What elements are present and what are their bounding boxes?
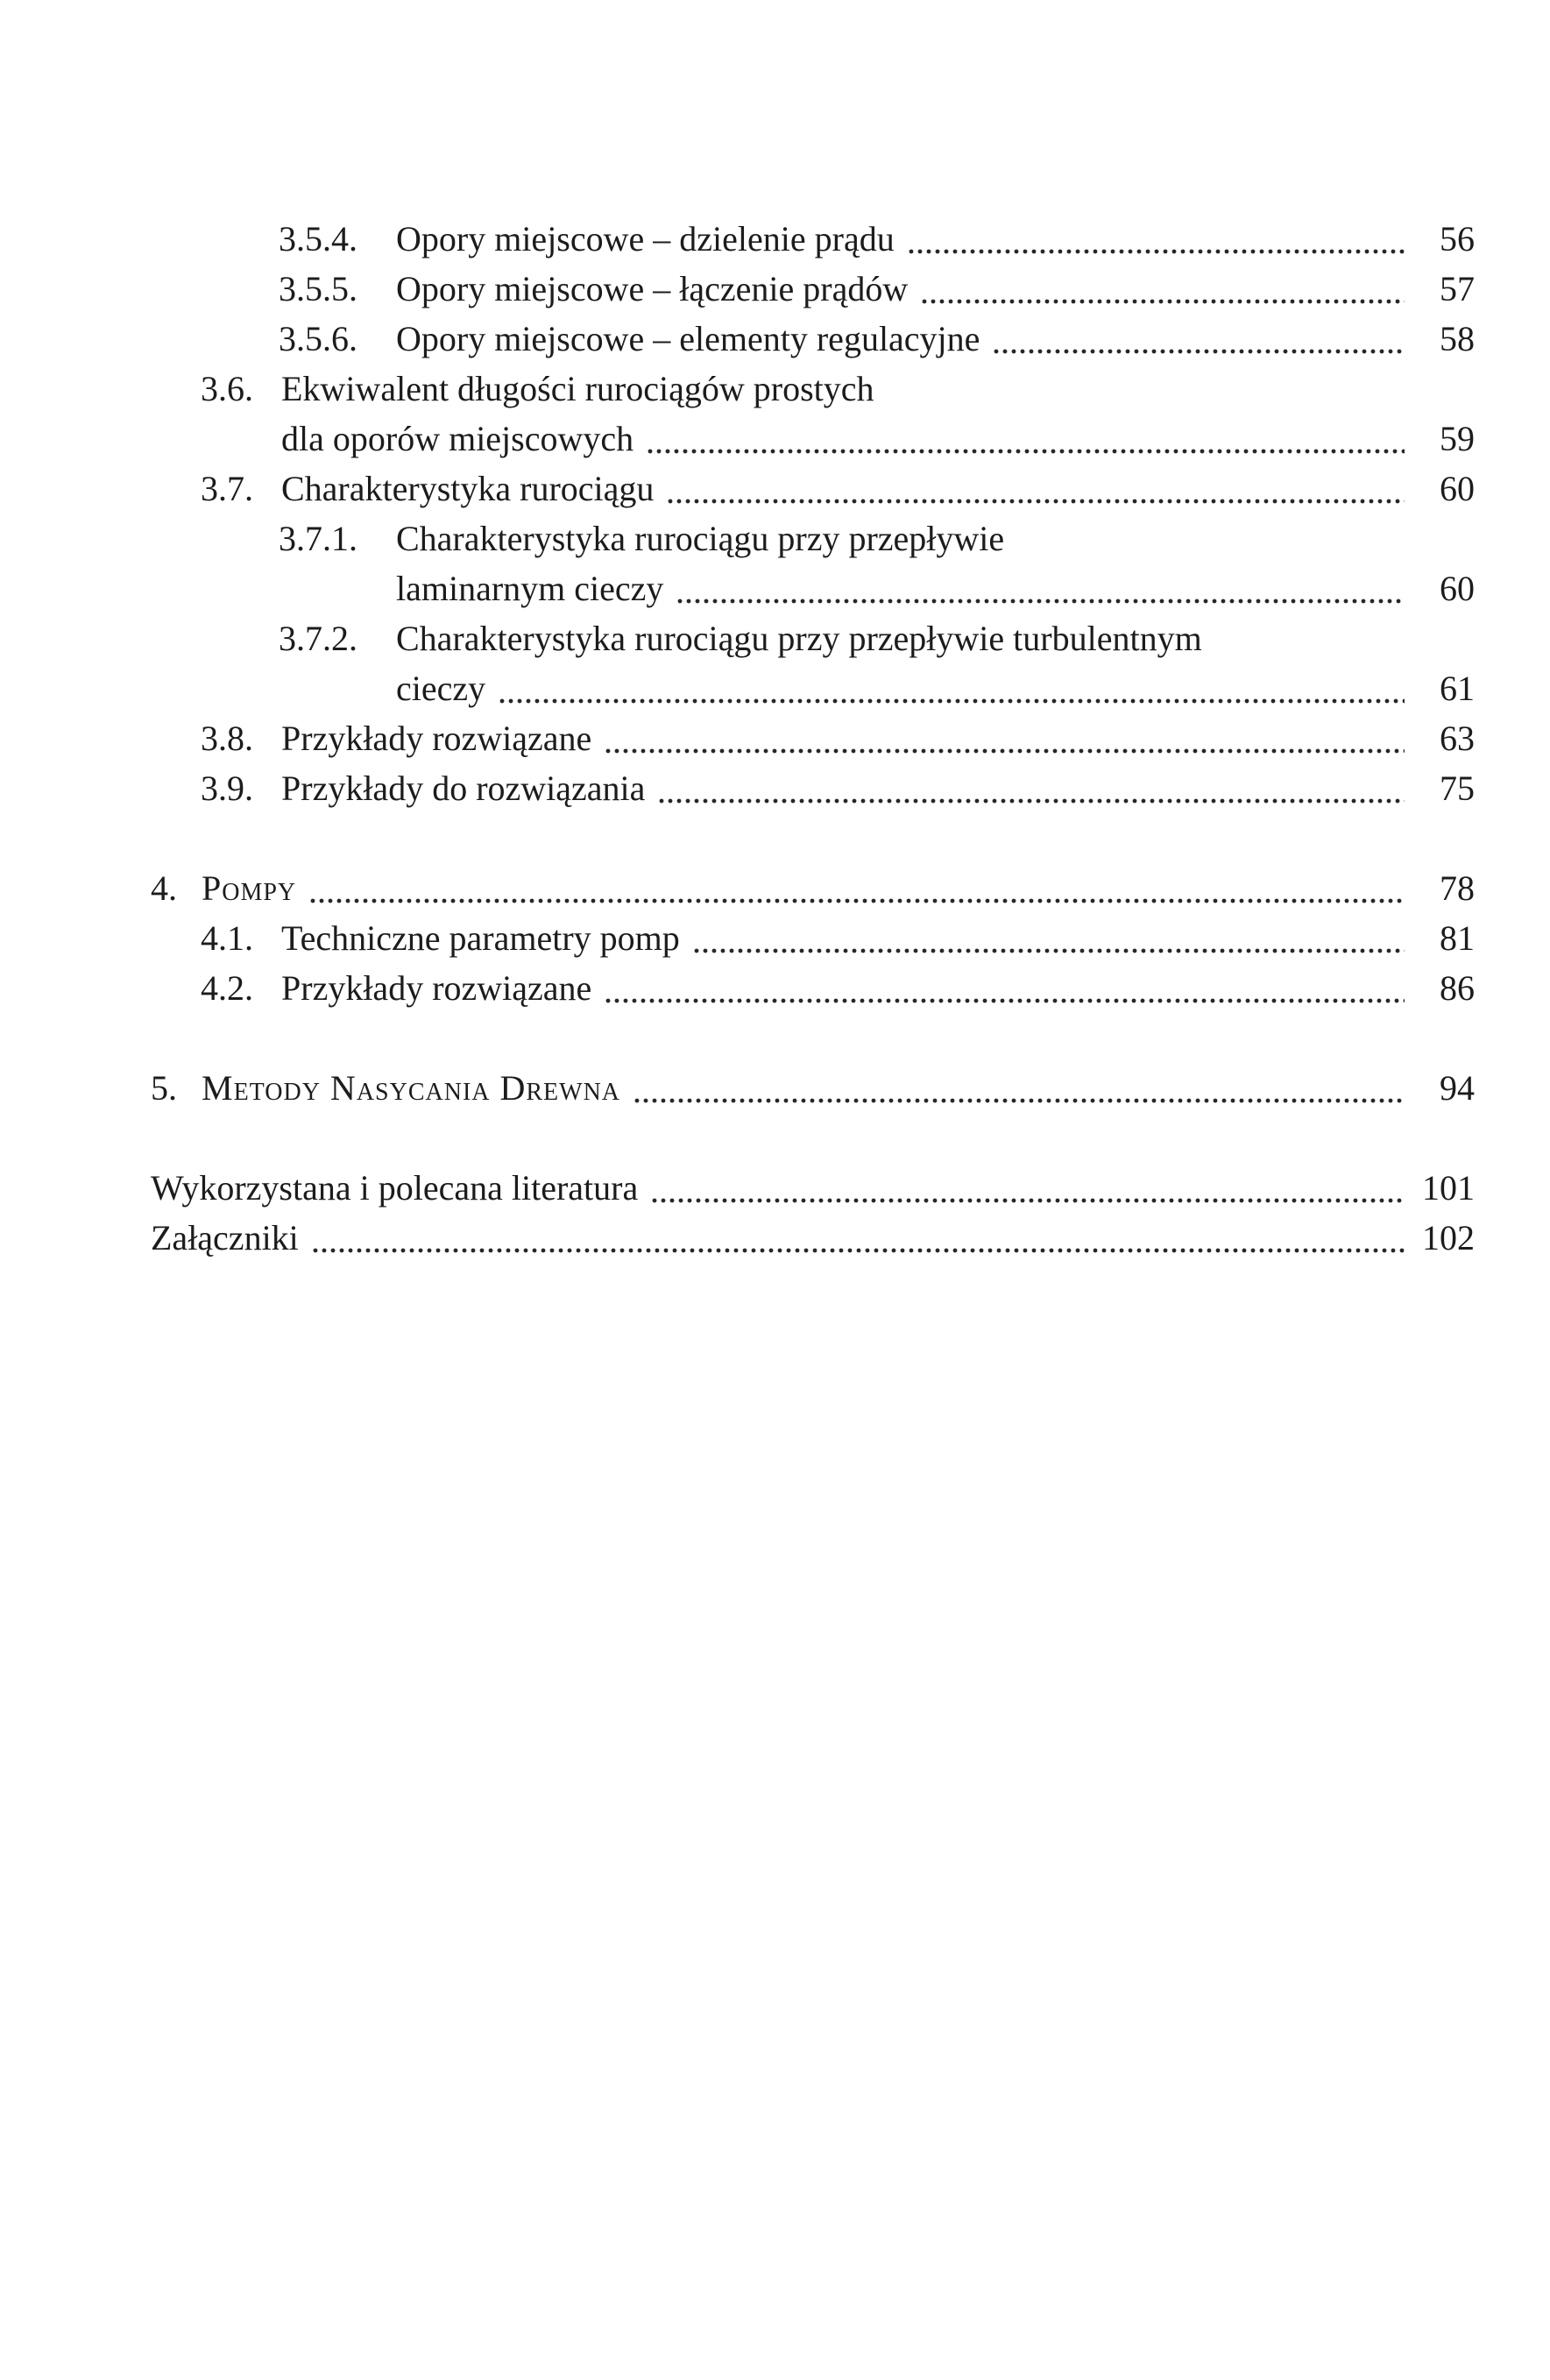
toc-entry-number: 3.5.6. (279, 319, 357, 358)
toc-entry-title: Techniczne parametry pomp (281, 918, 680, 958)
toc-entry-title: cieczy (396, 669, 486, 708)
dot-leader (692, 913, 1405, 963)
toc-row (201, 713, 1475, 763)
toc-row (201, 913, 1475, 963)
toc-entry-title: Wykorzystana i polecana literatura (151, 1168, 639, 1208)
dot-leader (920, 264, 1405, 314)
toc-entry-title: Charakterystyka rurociągu przy przepływie (396, 519, 1005, 558)
toc-entry-page: 56 (1440, 219, 1475, 259)
dot-leader (633, 1063, 1405, 1113)
toc (151, 214, 1475, 1263)
toc-entry-title: Przykłady rozwiązane (281, 719, 592, 758)
toc-entry-page: 86 (1440, 968, 1475, 1008)
toc-entry-page: 63 (1440, 719, 1475, 758)
toc-entry-number: 3.8. (201, 719, 253, 758)
dot-leader (907, 214, 1405, 264)
dot-leader (992, 314, 1405, 364)
dot-leader (657, 763, 1405, 813)
toc-entry-number: 4.1. (201, 918, 253, 958)
toc-entry-number: 3.9. (201, 769, 253, 808)
toc-entry-page: 101 (1422, 1168, 1475, 1208)
toc-entry-number: 3.5.5. (279, 269, 357, 308)
toc-entry-page: 94 (1440, 1068, 1475, 1108)
dot-leader (604, 713, 1405, 763)
toc-entry-number: 3.5.4. (279, 219, 357, 259)
dot-leader (676, 563, 1405, 613)
toc-row (201, 963, 1475, 1013)
toc-entry-title: Ekwiwalent długości rurociągów prostych (281, 369, 874, 408)
toc-row (279, 214, 1475, 264)
toc-row (151, 1163, 1475, 1213)
toc-entry-number: 4.2. (201, 968, 253, 1008)
toc-entry-number: 3.7.2. (279, 619, 357, 658)
toc-row (201, 464, 1475, 514)
toc-entry-number: 4. (151, 868, 177, 908)
dot-leader (650, 1163, 1405, 1213)
toc-row (201, 763, 1475, 813)
toc-row (279, 663, 1475, 713)
toc-entry-title: Charakterystyka rurociągu (281, 469, 655, 508)
dot-leader (308, 863, 1405, 913)
toc-chapter-row (151, 863, 1475, 913)
toc-row (151, 1213, 1475, 1263)
dot-leader (646, 414, 1405, 464)
dot-leader (498, 663, 1405, 713)
toc-entry-title: Przykłady do rozwiązania (281, 769, 646, 808)
toc-entry-page: 81 (1440, 918, 1475, 958)
toc-row (201, 364, 1475, 414)
toc-row (279, 514, 1475, 563)
toc-row (279, 563, 1475, 613)
toc-entry-title: Charakterystyka rurociągu przy przepływie turbulentnym (396, 619, 1202, 658)
toc-entry-title: Opory miejscowe – dzielenie prądu (396, 219, 895, 259)
toc-entry-number: 3.7. (201, 469, 253, 508)
dot-leader (666, 464, 1405, 514)
toc-entry-page: 78 (1440, 868, 1475, 908)
toc-entry-title: laminarnym cieczy (396, 569, 664, 608)
toc-entry-page: 102 (1422, 1218, 1475, 1257)
dot-leader (604, 963, 1405, 1013)
toc-row (279, 613, 1475, 663)
toc-entry-number: 3.7.1. (279, 519, 357, 558)
toc-entry-title: Metody Nasycania Drewna (202, 1068, 621, 1108)
dot-leader (311, 1213, 1405, 1263)
toc-row (279, 314, 1475, 364)
toc-entry-number: 3.6. (201, 369, 253, 408)
toc-chapter-row (151, 1063, 1475, 1113)
toc-entry-title: Opory miejscowe – elementy regulacyjne (396, 319, 980, 358)
toc-entry-title: Opory miejscowe – łączenie prądów (396, 269, 909, 308)
toc-row (201, 414, 1475, 464)
toc-entry-page: 61 (1440, 669, 1475, 708)
toc-entry-title: Pompy (202, 868, 297, 908)
toc-entry-number: 5. (151, 1068, 177, 1108)
toc-entry-page: 60 (1440, 469, 1475, 508)
toc-entry-title: dla oporów miejscowych (281, 419, 634, 458)
toc-entry-page: 59 (1440, 419, 1475, 458)
toc-entry-title: Przykłady rozwiązane (281, 968, 592, 1008)
toc-entry-title: Załączniki (151, 1218, 299, 1257)
toc-entry-page: 60 (1440, 569, 1475, 608)
toc-entry-page: 75 (1440, 769, 1475, 808)
toc-entry-page: 58 (1440, 319, 1475, 358)
toc-entry-page: 57 (1440, 269, 1475, 308)
toc-row (279, 264, 1475, 314)
